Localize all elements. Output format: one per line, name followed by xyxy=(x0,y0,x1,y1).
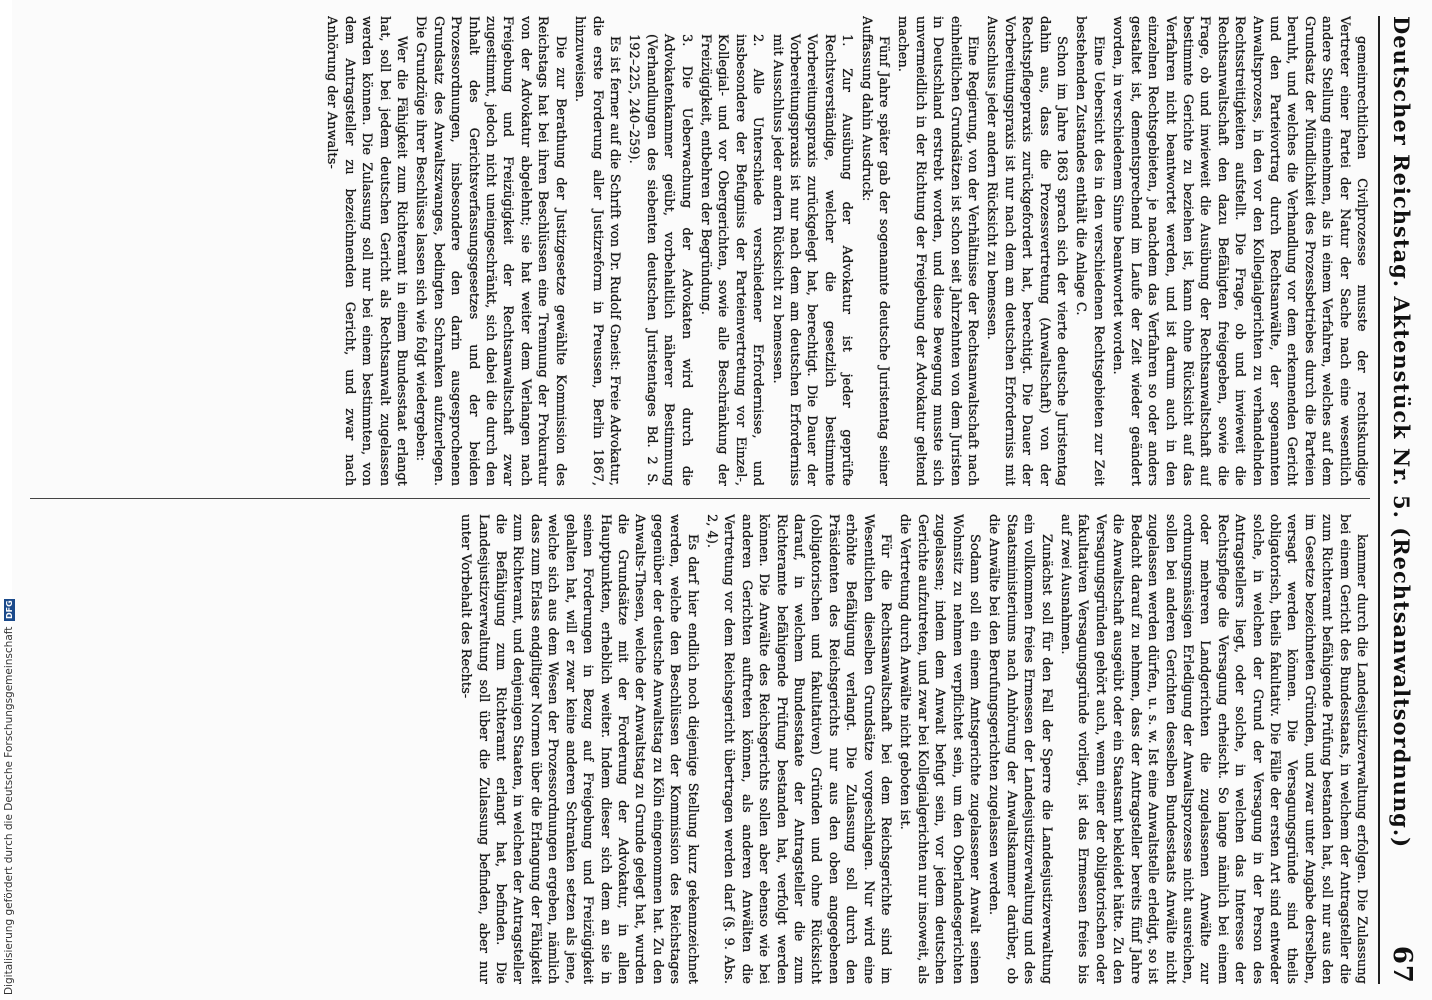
paragraph: Die zur Berathung der Justizgesetze gewählte Kommission des Reichstags hat bei ihren Beschlüssen eine Trennung der Prokuratur von der Advokatur abgelehnt; sie hat weiter dem Verlangen nach Freigebung und Freizügigkeit der Rechtsanwaltschaft zwar zugestimmt, jedoch nicht uneingeschränkt, sich dabei die durch den Inhalt des Gerichtsverfassungsgesetzes und der beiden Prozessordnungen, insbesondere den darin ausgesprochenen Grundsatz des Anwaltszwanges, bedingten Schranken aufzuerlegen. Die Grundzüge ihrer Beschlüsse lassen sich wie folgt wiedergeben: xyxy=(413,16,568,486)
digitization-credit xyxy=(2,585,16,995)
scanned-page xyxy=(12,0,1432,1000)
paragraph: Eine Regierung, von der Verhältnisse der Rechtsanwaltschaft nach einheitlichen Grundsätzen ist schon seit Jahrzehnten von dem Juristen in Deutschland erstrebt worden, und diese Bewegung musste sich unvermeidlich in der Richtung der Freigebung der Advokatur geltend machen. xyxy=(895,16,981,486)
right-column xyxy=(30,514,1370,984)
numbered-item: 2. Alle Unterschiede verschiedener Erfordernisse, und insbesondere der Befugniss der Parteienvertretung vor Einzel-, Kollegial- und vor Obergerichten, sowie alle Beschränkung der Freizügigkeit, entbehren der Begründung. xyxy=(697,34,766,486)
paragraph: Fünf Jahre später gab der sogenannte deutsche Juristentag seiner Auffassung dahin Ausdruck: xyxy=(858,16,892,486)
paragraph: Es darf hier endlich noch diejenige Stellung kurz gekennzeichnet werden, welche den Beschlüssen der Kommission des Reichstages gegenüber der deutsche Anwaltstag zu Köln eingenommen hat. Zu den Anwalts-Thesen, welche der Anwaltstag zu Grunde gelegt hat, wurden die Grundsätze mit der Forderung der Advokatur, in allen Hauptpunkten, erheblich weiter. Indem dieser sich dem an sie in seinen Forderungen in Bezug auf Freigebung und Freizügigkeit gehalten hat, will er zwar keine anderen Schranken setzen als jene, welche sich aus dem Wesen der Prozessordnungen ergeben, nämlich dass zum Erlass endgiltiger Normen über die Erlangung der Fähigkeit zum Richteramt, und denjenigen Staaten, in welchen der Antragsteller die Befähigung zum Richteramt erlangt hat, befinden. Die Landesjustizverwaltung soll über die Zulassung befinden, aber nur unter Vorbehalt des Rechts- xyxy=(458,514,700,984)
left-column xyxy=(30,16,1370,486)
paragraph: Wer die Fähigkeit zum Richteramt in einem Bundesstaat erlangt hat, soll bei jedem deutschen Gericht als Rechtsanwalt zugelassen werden können. Die Zulassung soll nur bei einem bestimmten, von dem Antragsteller zu bezeichnenden Gericht, und zwar nach Anhörung der Anwalts- xyxy=(324,16,410,486)
paragraph: Es ist ferner auf die Schrift von Dr. Rudolf Gneist: Freie Advokatur, die erste Forderung aller Justizreform in Preussen, Berlin 1867, hinzuweisen. xyxy=(572,16,622,486)
paragraph: gemeinrechtlichen Civilprozesse musste der rechtskundige Vertreter einer Partei der Natur der Sache nach eine wesentlich andere Stellung einnehmen, als in einem Verfahren, welches auf dem Grundsatz der Mündlichkeit des Prozessbetriebes durch die Parteien beruht, und welches die Verhandlung vor dem erkennenden Gericht und den Parteivortrag durch Rechtsanwälte, der sogenannten Anwaltsprozess, in den vor den Kollegialgerichten zu verhandelnden Rechtsstreitigkeiten aufstellt. Die Frage, ob und inwieweit die Rechtsanwaltschaft den dazu Befähigten freigegeben, sowie die Frage, ob und inwieweit die Ausübung der Rechtsanwaltschaft auf bestimmte Gerichte zu beziehen ist, kann ohne Rücksicht auf das Verfahren nicht beantwortet werden, und ist darum auch in den einzelnen Rechtsgebieten, je nachdem das Verfahren so oder anders gestaltet ist, dementsprechend im Laufe der Zeit wieder geändert worden, in verschiedenem Sinne beantwortet worden. xyxy=(1110,16,1369,486)
page-header xyxy=(1378,16,1424,984)
paragraph: Zunächst soll für den Fall der Sperre die Landesjustizverwaltung ein vollkommen freies Ermessen der Landesjustizverwaltung und des Staatsministeriums nach Anhörung der Anwaltskammer darüber, ob die Anwälte bei den Berufungsgerichten zugelassen werden. xyxy=(986,514,1054,984)
numbered-item: 3. Die Ueberwachung der Advokaten wird durch die Advokatenkammer geübt, vorbehaltlich näherer Bestimmung (Verhandlungen des siebenten deutschen Juristentages Bd. 2 S. 192–225, 240–259). xyxy=(626,34,694,486)
paragraph: Sodann soll ein einem Amtsgerichte zugelassener Anwalt seinen Wohnsitz zu nehmen verpflichtet sein, um den Oberlandesgerichten zugelassen; indem dem Anwalt befugt sein, vor jedem deutschen Gerichte aufzutreten, und zwar bei Kollegialgerichten nur insoweit, als die Vertretung durch Anwälte nicht geboten ist. xyxy=(897,514,983,984)
paragraph: Eine Uebersicht des in den verschiedenen Rechtsgebieten zur Zeit bestehenden Zustandes enthält die Anlage C. xyxy=(1073,16,1106,486)
paragraph: Für die Rechtsanwaltschaft bei dem Reichsgerichte sind im Wesentlichen dieselben Grundsätze vorgeschlagen. Nur wird eine erhöhte Befähigung verlangt. Die Zulassung soll durch den Präsidenten des Reichsgerichts nur aus den oben angegebenen (obligatorischen und fakultativen) Gründen und ohne Rücksicht darauf, in welchem Bundesstaate der Antragsteller die zum Richteramte befähigende Prüfung bestanden hat, verfolgt werden können. Die Anwälte des Reichsgerichts sollen aber ebenso wie bei anderen Gerichten auftreten können, als anderen Anwälten die Vertretung vor dem Reichsgericht übertragen werden darf (§. 9. Abs. 2, 4). xyxy=(703,514,894,984)
paragraph: Schon im Jahre 1863 sprach sich der vierte deutsche Juristentag dahin aus, dass die Prozessvertretung (Anwaltschaft) von der Rechtspflegepraxis zurückgefordert hat, berechtigt. Die Dauer der Vorbereitungspraxis ist nur nach dem am deutschen Erforderniss mit Ausschluss jeder andern Rücksicht zu bemessen. xyxy=(984,16,1070,486)
paragraph: kammer durch die Landesjustizverwaltung erfolgen. Die Zulassung bei einem Gericht des Bundesstaats, in welchem der Antragsteller die zum Richteramt befähigende Prüfung bestanden hat, soll nur aus den im Gesetze bezeichneten Gründen, und zwar unter Angabe derselben, versagt werden können. Die Versagungsgründe sind theils obligatorisch, theils fakultativ. Die Fälle der ersten Art sind entweder solche, in welchen der Grund der Versagung in der Person des Antragstellers liegt, oder solche, in welchen das Interesse der Rechtspflege die Versagung erheischt. So lange nämlich bei einem oder mehreren Landgerichten die zugelassenen Anwälte zur ordnungsmässigen Erledigung der Anwaltsprozesse nicht ausreichen, sollen bei anderen Gerichten desselben Bundesstaats Anwälte nicht zugelassen werden dürfen, u. s. w. Ist eine Anwaltstelle erledigt, so ist Bedacht darauf zu nehmen, dass der Antragsteller bereits fünf Jahre die Anwaltschaft ausgeübt oder ein Staatsamt bekleidet hätte. Zu den Versagungsgründen gehört auch, wenn einer der obligatorischen oder fakultativen Versagungsgründe vorliegt, ist das Ermessen freies bis auf zwei Ausnahmen. xyxy=(1058,514,1369,984)
column-divider xyxy=(30,498,1370,499)
page-number: 67 xyxy=(1387,945,1417,984)
numbered-item: 1. Zur Ausübung der Advokatur ist jeder geprüfte Rechtsverständige, welcher die gesetzlich bestimmte Vorbereitungspraxis zurückgelegt hat, berechtigt. Die Dauer der Vorbereitungspraxis ist nur nach dem am deutschen Erforderniss mit Ausschluss jeder andern Rücksicht zu bemessen. xyxy=(769,34,855,486)
credit-text: Digitalisierung gefördert durch die Deutsche Forschungsgemeinschaft xyxy=(3,626,15,995)
running-title: Deutscher Reichstag. Aktenstück Nr. 5. (Rechtsanwaltsordnung.) xyxy=(1389,16,1415,849)
dfg-logo: DFG xyxy=(4,600,14,619)
